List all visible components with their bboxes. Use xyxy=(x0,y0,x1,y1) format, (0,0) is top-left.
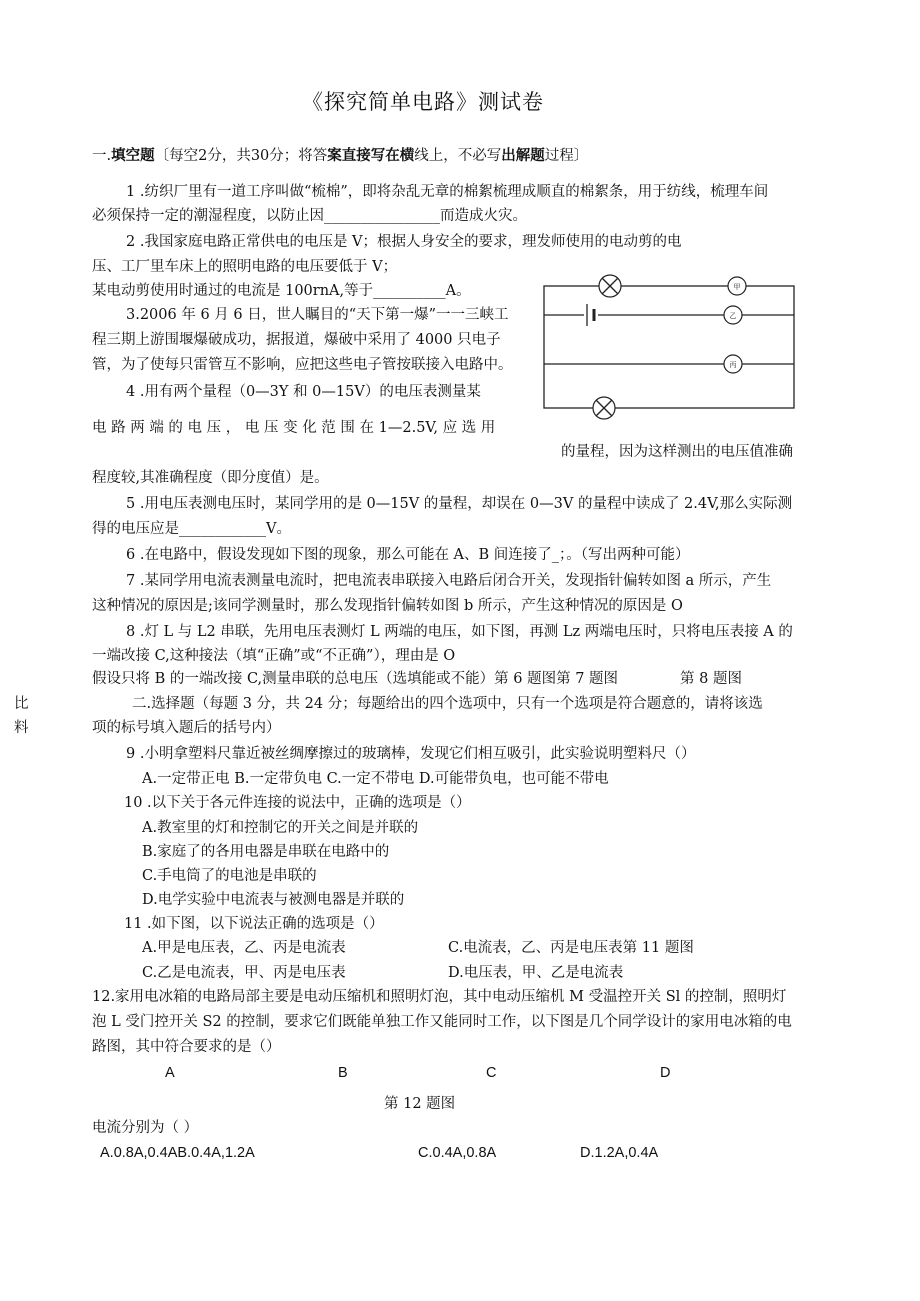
q6-line1: 6 .在电路中，假设发现如下图的现象，那么可能在 A、B 间连接了_；。（写出两种可能） xyxy=(126,547,690,563)
q1-line1: 1 .纺织厂里有一道工序叫做“梳棉”，即将杂乱无章的棉絮梳理成顺直的棉絮条，用于纺线，梳理车间 xyxy=(126,184,769,200)
q10-option-c: C.手电筒了的电池是串联的 xyxy=(142,868,317,884)
q3-line3: 管，为了使每只雷管互不影响，应把这些电子管按联接入电路中。 xyxy=(92,357,513,373)
q13-option-d: D.1.2A,0.4A xyxy=(580,1145,659,1161)
section1-note-a: 〔每空2分，共30分；将答 xyxy=(154,148,328,164)
q1-line2: 必须保持一定的潮湿程度，以防止因________________而造成火灾。 xyxy=(92,208,527,224)
q2-line1: 2 .我国家庭电路正常供电的电压是 V；根据人身安全的要求，理发师使用的电动剪的电 xyxy=(126,234,682,250)
meter-bing-label: 丙 xyxy=(729,361,737,369)
q10-stem: 10 .以下关于各元件连接的说法中，正确的选项是（） xyxy=(124,795,471,811)
q7-line1: 7 .某同学用电流表测量电流时，把电流表串联接入电路后闭合开关，发现指针偏转如图 a 所示，产生 xyxy=(126,573,772,589)
q5-line2: 得的电压应是____________V。 xyxy=(92,521,291,537)
section1-note-d: 出解题 xyxy=(501,147,545,164)
section1-number: 一. xyxy=(92,148,112,164)
q8-figure-caption: 第 8 题图 xyxy=(680,671,742,687)
meter-yi-icon xyxy=(724,306,742,324)
q9-options: A.一定带正电 B.一定带负电 C.一定不带电 D.可能带负电，也可能不带电 xyxy=(142,771,609,787)
q12-figure-caption: 第 12 题图 xyxy=(384,1096,456,1112)
battery-icon xyxy=(584,304,598,326)
q2-line3: 某电动剪使用时通过的电流是 100rnA,等于__________A。 xyxy=(92,283,471,299)
section1-title: 填空题 xyxy=(111,147,155,164)
q4-line4: 程度较,其准确程度（即分度值）是。 xyxy=(92,470,329,486)
q4-line3: 的量程，因为这样测出的电压值准确 xyxy=(561,444,793,460)
q4-line2: 电 路 两 端 的 电 压 ， 电 压 变 化 范 围 在 1—2.5V, 应 选 用 xyxy=(92,420,496,436)
q10-option-a: A.教室里的灯和控制它的开关之间是并联的 xyxy=(142,820,419,836)
q2-line2: 压、工厂里车床上的照明电路的电压要低于 V； xyxy=(92,259,398,275)
q12-label-a: A xyxy=(165,1065,175,1081)
circuit-outer-wire xyxy=(544,286,794,408)
meter-jia-label: 甲 xyxy=(733,283,741,291)
q9-stem: 9 .小明拿塑料尺靠近被丝绸摩擦过的玻璃棒，发现它们相互吸引，此实验说明塑料尺（） xyxy=(126,746,696,762)
q13-options-ab: A.0.8A,0.4AB.0.4A,1.2A xyxy=(100,1145,255,1161)
section1-note-e: 过程〕 xyxy=(544,148,589,164)
margin-char-top: 比 xyxy=(14,696,29,712)
margin-char-bottom: 料 xyxy=(14,720,29,736)
meter-bing-icon xyxy=(724,355,742,373)
lamp-icon xyxy=(593,397,615,419)
meter-jia-icon xyxy=(728,277,746,295)
q11-option-b: C.电流表，乙、丙是电压表第 11 题图 xyxy=(448,940,694,956)
section1-header xyxy=(92,146,588,166)
circuit-diagram xyxy=(540,270,800,420)
q13-option-c: C.0.4A,0.8A xyxy=(418,1145,497,1161)
q13-stem: 电流分别为（ ） xyxy=(92,1120,199,1136)
section2-header-line1: 二.选择题（每题 3 分，共 24 分；每题给出的四个选项中，只有一个选项是符合题意的，请将该选 xyxy=(132,696,763,712)
q11-option-d: D.电压表，甲、乙是电流表 xyxy=(448,965,624,981)
q11-option-a: A.甲是电压表，乙、丙是电流表 xyxy=(142,940,346,956)
q12-label-b: B xyxy=(338,1065,348,1081)
section1-note-c: 线上，不必写 xyxy=(414,148,502,164)
q3-line2: 程三期上游围堰爆破成功，据报道，爆破中采用了 4000 只电子 xyxy=(92,332,501,348)
lamp-icon xyxy=(599,275,621,297)
q12-label-d: D xyxy=(660,1065,671,1081)
q4-line1: 4 .用有两个量程（0—3Y 和 0—15V）的电压表测量某 xyxy=(126,384,481,400)
q8-line2: 一端改接 C,这种接法（填“正确”或“不正确”），理由是 O xyxy=(92,648,456,664)
q12-label-c: C xyxy=(486,1065,497,1081)
section2-header-line2: 项的标号填入题后的括号内） xyxy=(92,720,281,736)
page-title: 《探究简单电路》测试卷 xyxy=(302,90,544,114)
q8-line3: 假设只将 B 的一端改接 C,测量串联的总电压（选填能或不能）第 6 题图第 7 题图 xyxy=(92,671,619,687)
q3-line1: 3.2006 年 6 月 6 日，世人瞩目的“天下第一爆”一一三峡工 xyxy=(126,307,509,323)
q8-line1: 8 .灯 L 与 L2 串联，先用电压表测灯 L 两端的电压，如下图，再测 Lz 两端电压时，只将电压表接 A 的 xyxy=(126,624,793,640)
q5-line1: 5 .用电压表测电压时，某同学用的是 0—15V 的量程，却误在 0—3V 的量程中读成了 2.4V,那么实际测 xyxy=(126,496,793,512)
q10-option-d: D.电学实验中电流表与被测电器是并联的 xyxy=(142,892,405,908)
q7-line2: 这种情况的原因是;该同学测量时，那么发现指针偏转如图 b 所示，产生这种情况的原因是 O xyxy=(92,598,683,614)
q11-stem: 11 .如下图，以下说法正确的选项是（） xyxy=(124,916,384,932)
q12-line3: 路图，其中符合要求的是（） xyxy=(92,1039,281,1055)
q12-line2: 泡 L 受门控开关 S2 的控制，要求它们既能单独工作又能同时工作，以下图是几个同学设计的家用电冰箱的电 xyxy=(92,1014,792,1030)
q12-line1: 12.家用电冰箱的电路局部主要是电动压缩机和照明灯泡，其中电动压缩机 M 受温控开关 Sl 的控制，照明灯 xyxy=(92,989,787,1005)
section1-note-b: 案直接写在横 xyxy=(327,147,415,164)
q11-option-c: C.乙是电流表，甲、丙是电压表 xyxy=(142,965,346,981)
meter-yi-label: 乙 xyxy=(729,312,737,320)
q10-option-b: B.家庭了的各用电器是串联在电路中的 xyxy=(142,844,390,860)
